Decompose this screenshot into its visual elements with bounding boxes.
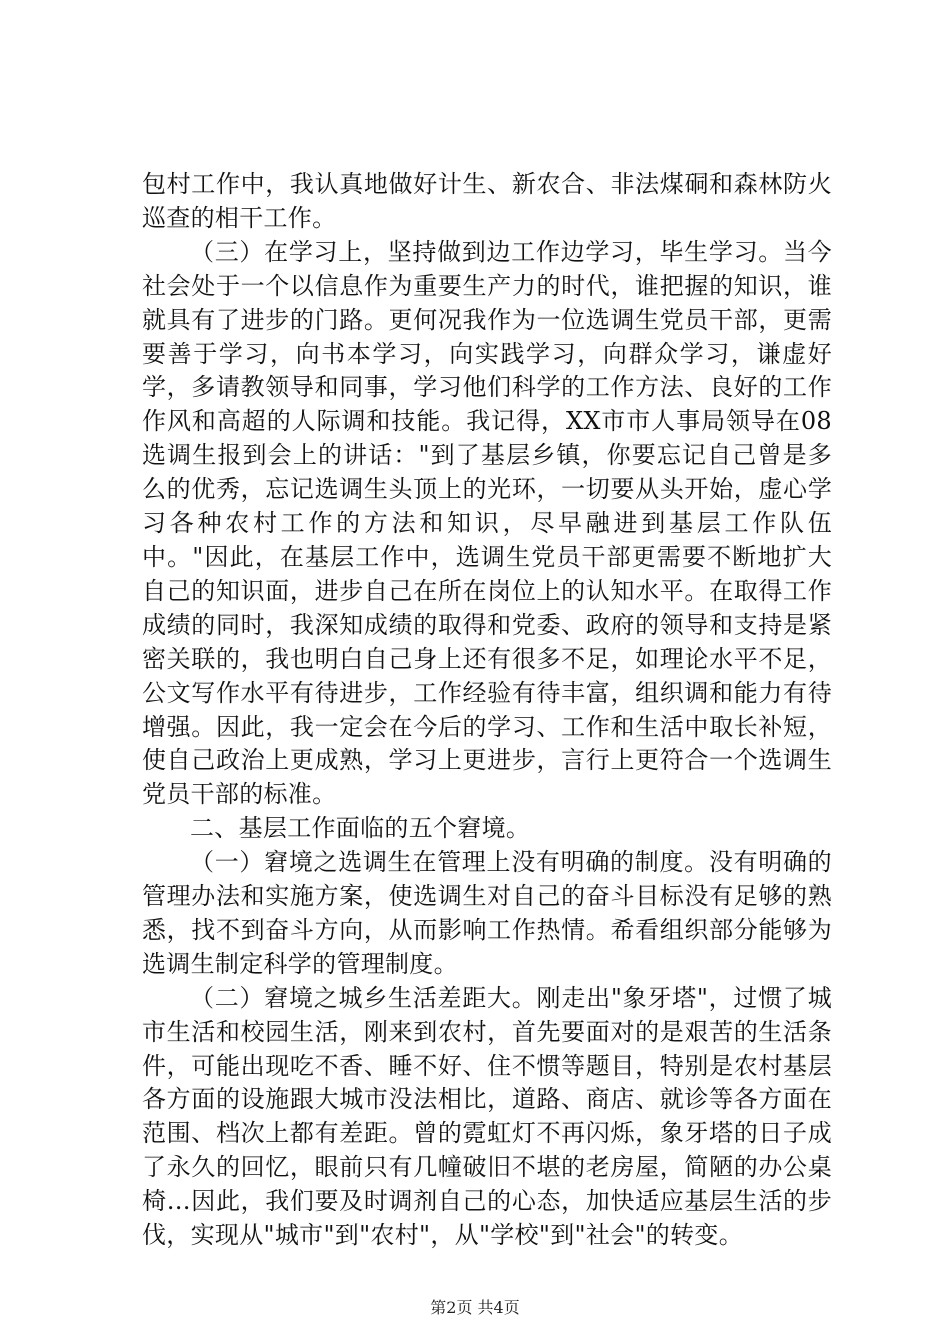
- paragraph-continuation: 包村工作中，我认真地做好计生、新农合、非法煤硐和森林防火巡查的相干工作。: [142, 170, 832, 232]
- paragraph-study: （三）在学习上，坚持做到边工作边学习，毕生学习。当今社会处于一个以信息作为重要生产力的时代，谁把握的知识，谁就具有了进步的门路。更何况我作为一位选调生党员干部，更需要善于学习，向书本学习，向实践学习，向群众学习，谦虚好学，多请教领导和同事，学习他们科学的工作方法、良好的工作作风和高超的人际调和技能。我记得，XX市市人事局领导在08选调生报到会上的讲话："到了基层乡镇，你要忘记自己曾是多么的优秀，忘记选调生头顶上的光环，一切要从头开始，虚心学习各种农村工作的方法和知识，尽早融进到基层工作队伍中。"因此，在基层工作中，选调生党员干部更需要不断地扩大自己的知识面，进步自己在所在岗位上的认知水平。在取得工作成绩的同时，我深知成绩的取得和党委、政府的领导和支持是紧密关联的，我也明白自己身上还有很多不足，如理论水平不足，公文写作水平有待进步，工作经验有待丰富，组织调和能力有待增强。因此，我一定会在今后的学习、工作和生活中取长补短，使自己政治上更成熟，学习上更进步，言行上更符合一个选调生党员干部的标准。: [142, 237, 832, 809]
- paragraph-management-dilemma: （一）窘境之选调生在管理上没有明确的制度。没有明确的管理办法和实施方案，使选调生对自己的奋斗目标没有足够的熟悉，找不到奋斗方向，从而影响工作热情。希看组织部分能够为选调生制定科学的管理制度。: [142, 848, 832, 978]
- section-heading-two: 二、基层工作面临的五个窘境。: [190, 814, 531, 843]
- paragraph-urban-rural-dilemma: （二）窘境之城乡生活差距大。刚走出"象牙塔"，过惯了城市生活和校园生活，刚来到农村，首先要面对的是艰苦的生活条件，可能出现吃不香、睡不好、住不惯等题目，特别是农村基层各方面的设施跟大城市没法相比，道路、商店、就诊等各方面在范围、档次上都有差距。曾的霓虹灯不再闪烁，象牙塔的日子成了永久的回忆，眼前只有几幢破旧不堪的老房屋，简陋的办公桌椅…因此，我们要及时调剂自己的心态，加快适应基层生活的步伐，实现从"城市"到"农村"，从"学校"到"社会"的转变。: [142, 983, 832, 1250]
- document-body: [142, 168, 832, 1253]
- page-number-footer: 第2页 共4页: [430, 1298, 520, 1317]
